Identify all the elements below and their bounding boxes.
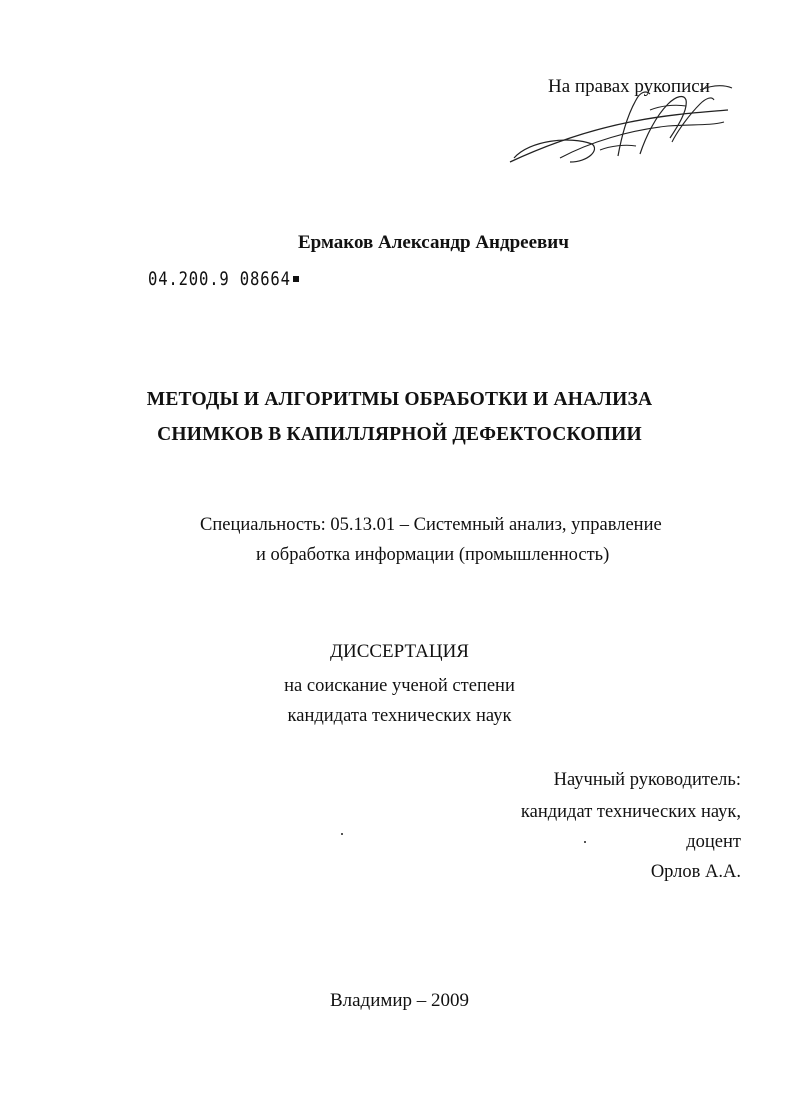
rights-note: На правах рукописи <box>548 76 710 97</box>
registration-mark <box>293 276 299 282</box>
supervisor-rank: доцент <box>686 832 741 852</box>
author-name: Ермаков Александр Андреевич <box>298 232 569 253</box>
supervisor-label: Научный руководитель: <box>553 770 741 790</box>
supervisor-degree: кандидат технических наук, <box>520 802 741 822</box>
handwritten-signature <box>500 70 740 180</box>
degree-purpose-line-2: кандидата технических наук <box>287 706 512 726</box>
scan-speck <box>584 841 586 843</box>
dissertation-title-line-2: СНИМКОВ В КАПИЛЛЯРНОЙ ДЕФЕКТОСКОПИИ <box>157 424 642 445</box>
city-year: Владимир – 2009 <box>329 990 470 1011</box>
degree-purpose-line-1: на соискание ученой степени <box>284 676 515 696</box>
specialty-line-1: Специальность: 05.13.01 – Системный анализ, управление <box>200 515 662 535</box>
dissertation-heading: ДИССЕРТАЦИЯ <box>330 641 469 662</box>
specialty-line-2: и обработка информации (промышленность) <box>256 545 610 565</box>
registration-number: 04.200.9 08664 <box>148 268 291 290</box>
dissertation-title-line-1: МЕТОДЫ И АЛГОРИТМЫ ОБРАБОТКИ И АНАЛИЗА <box>146 389 653 410</box>
supervisor-name: Орлов А.А. <box>650 862 741 882</box>
scan-speck <box>341 833 343 835</box>
